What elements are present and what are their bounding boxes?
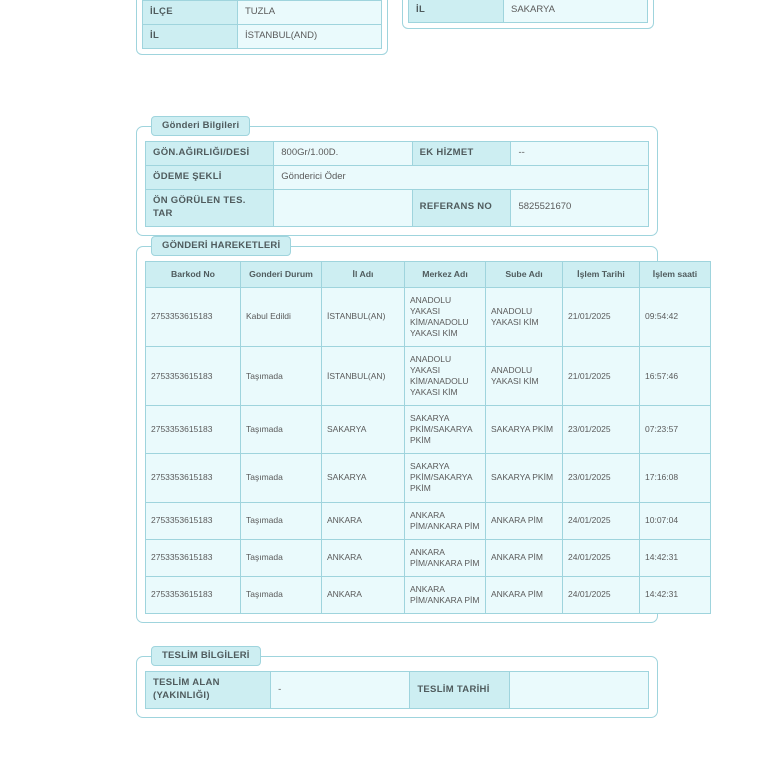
table-row [143, 1, 382, 25]
sender-address-box [136, 0, 388, 55]
cell-city: ANKARA [322, 502, 405, 539]
cell-branch: SAKARYA PKİM [486, 406, 563, 454]
cell-barcode: 2753353615183 [146, 539, 241, 576]
cell-branch: ANKARA PİM [486, 576, 563, 613]
cell-status: Taşımada [241, 347, 322, 406]
table-head [146, 262, 711, 288]
payment-type-value: Gönderici Öder [274, 165, 649, 189]
shipment-info-panel [136, 120, 658, 236]
cell-date: 24/01/2025 [563, 576, 640, 613]
table-row [146, 539, 711, 576]
cell-city: İSTANBUL(AN) [322, 347, 405, 406]
cell-barcode: 2753353615183 [146, 454, 241, 502]
cell-city: ANKARA [322, 539, 405, 576]
sender-row-2-value: TUZLA [238, 1, 382, 25]
cell-status: Kabul Edildi [241, 287, 322, 346]
cell-branch: ANKARA PİM [486, 539, 563, 576]
reference-no-label: REFERANS NO [412, 189, 511, 226]
receiver-address-box [402, 0, 654, 29]
cell-barcode: 2753353615183 [146, 287, 241, 346]
col-barcode: Barkod No [146, 262, 241, 288]
cell-status: Taşımada [241, 539, 322, 576]
sender-row-2-label: İLÇE [143, 1, 238, 25]
payment-type-label: ÖDEME ŞEKLİ [146, 165, 274, 189]
table-row [146, 142, 649, 166]
cell-date: 24/01/2025 [563, 502, 640, 539]
table-body [146, 287, 711, 613]
cell-branch: ANADOLU YAKASI KİM [486, 347, 563, 406]
cell-city: SAKARYA [322, 454, 405, 502]
shipment-movements-panel [136, 240, 698, 623]
cell-center: ANKARA PİM/ANKARA PİM [405, 539, 486, 576]
receiver-name-label: TESLİM ALAN (YAKINLIĞI) [146, 672, 271, 709]
col-time: İşlem saati [640, 262, 711, 288]
table-header-row [146, 262, 711, 288]
cell-time: 14:42:31 [640, 539, 711, 576]
table-row [146, 576, 711, 613]
cell-city: ANKARA [322, 576, 405, 613]
shipment-info-legend: Gönderi Bilgileri [151, 116, 250, 136]
table-row [146, 406, 711, 454]
cell-branch: ANADOLU YAKASI KİM [486, 287, 563, 346]
sender-address-table [142, 0, 382, 49]
col-center: Merkez Adı [405, 262, 486, 288]
table-row [146, 672, 649, 709]
receiver-address-table [408, 0, 648, 23]
cell-date: 23/01/2025 [563, 406, 640, 454]
table-row [146, 165, 649, 189]
table-row [143, 24, 382, 48]
cell-center: ANADOLU YAKASI KİM/ANADOLU YAKASI KİM [405, 347, 486, 406]
cell-center: ANKARA PİM/ANKARA PİM [405, 576, 486, 613]
cell-time: 17:16:08 [640, 454, 711, 502]
receiver-row-3-value: SAKARYA [504, 0, 648, 23]
extra-service-value: -- [511, 142, 649, 166]
cell-date: 23/01/2025 [563, 454, 640, 502]
delivery-info-panel [136, 650, 658, 718]
sender-row-3-value: İSTANBUL(AND) [238, 24, 382, 48]
cell-barcode: 2753353615183 [146, 576, 241, 613]
shipment-movements-table [145, 261, 711, 614]
delivery-date-label: TESLİM TARİHİ [410, 672, 510, 709]
receiver-name-value: - [271, 672, 410, 709]
cell-time: 16:57:46 [640, 347, 711, 406]
cell-city: SAKARYA [322, 406, 405, 454]
cell-city: İSTANBUL(AN) [322, 287, 405, 346]
cell-time: 09:54:42 [640, 287, 711, 346]
cell-date: 21/01/2025 [563, 347, 640, 406]
col-branch: Sube Adı [486, 262, 563, 288]
col-city: İl Adı [322, 262, 405, 288]
cell-date: 24/01/2025 [563, 539, 640, 576]
table-row [146, 502, 711, 539]
shipment-info-table [145, 141, 649, 227]
receiver-row-3-label: İL [409, 0, 504, 23]
cell-center: SAKARYA PKİM/SAKARYA PKİM [405, 454, 486, 502]
delivery-info-legend: TESLİM BİLGİLERİ [151, 646, 261, 666]
table-row [146, 287, 711, 346]
estimated-delivery-value [274, 189, 412, 226]
table-row [146, 454, 711, 502]
table-row [146, 347, 711, 406]
table-row [409, 0, 648, 23]
cell-date: 21/01/2025 [563, 287, 640, 346]
cell-barcode: 2753353615183 [146, 502, 241, 539]
cell-status: Taşımada [241, 406, 322, 454]
col-status: Gonderi Durum [241, 262, 322, 288]
weight-label: GÖN.AĞIRLIĞI/DESİ [146, 142, 274, 166]
delivery-info-table [145, 671, 649, 709]
cell-barcode: 2753353615183 [146, 406, 241, 454]
col-date: İşlem Tarihi [563, 262, 640, 288]
cell-branch: SAKARYA PKİM [486, 454, 563, 502]
cell-status: Taşımada [241, 502, 322, 539]
cell-barcode: 2753353615183 [146, 347, 241, 406]
cell-center: ANADOLU YAKASI KİM/ANADOLU YAKASI KİM [405, 287, 486, 346]
weight-value: 800Gr/1.00D. [274, 142, 412, 166]
shipment-movements-legend: GÖNDERİ HAREKETLERİ [151, 236, 291, 256]
estimated-delivery-label: ÖN GÖRÜLEN TES. TAR [146, 189, 274, 226]
cell-time: 10:07:04 [640, 502, 711, 539]
cell-time: 07:23:57 [640, 406, 711, 454]
cell-time: 14:42:31 [640, 576, 711, 613]
cell-status: Taşımada [241, 454, 322, 502]
extra-service-label: EK HİZMET [412, 142, 511, 166]
sender-row-3-label: İL [143, 24, 238, 48]
cell-center: ANKARA PİM/ANKARA PİM [405, 502, 486, 539]
cell-center: SAKARYA PKİM/SAKARYA PKİM [405, 406, 486, 454]
reference-no-value: 5825521670 [511, 189, 649, 226]
cell-branch: ANKARA PİM [486, 502, 563, 539]
delivery-date-value [510, 672, 649, 709]
cell-status: Taşımada [241, 576, 322, 613]
table-row [146, 189, 649, 226]
